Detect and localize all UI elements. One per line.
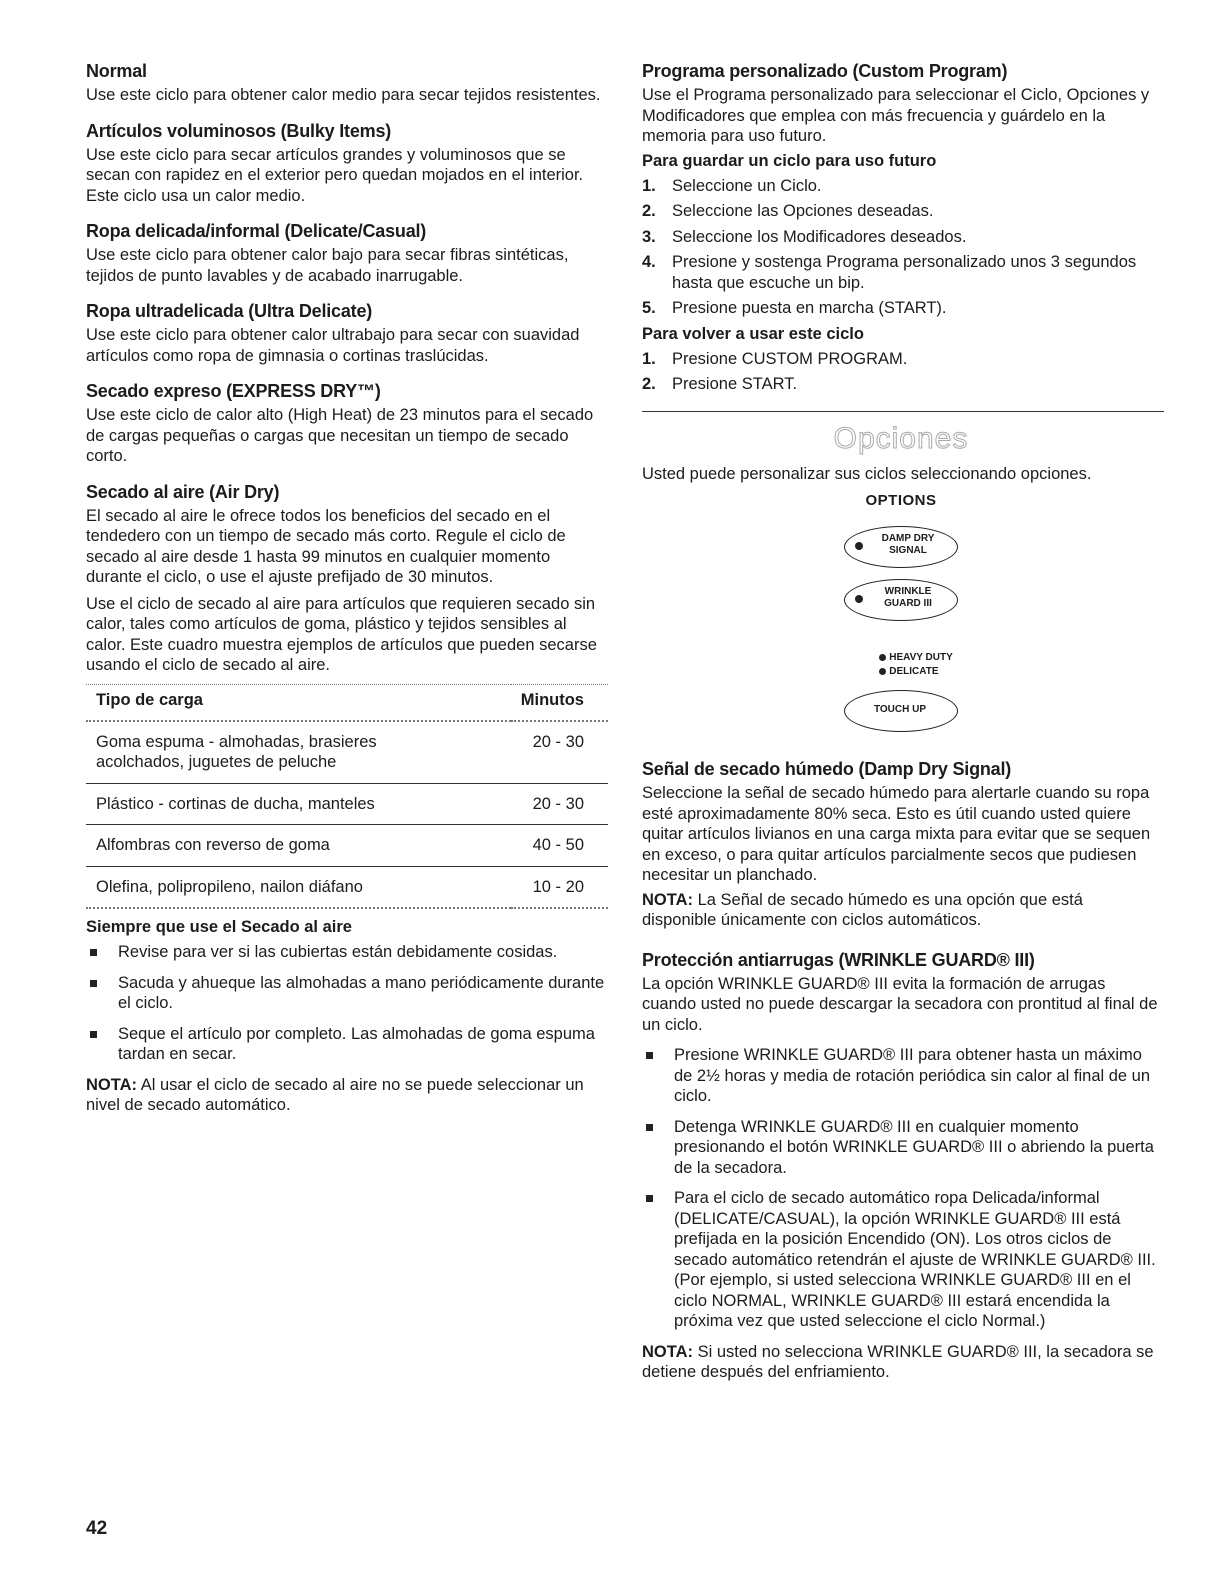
step-number: 3. (642, 227, 656, 246)
indicator-light-icon (855, 542, 863, 550)
damp-note (642, 890, 1160, 931)
lamp-label: HEAVY DUTY (889, 652, 953, 663)
always-air-dry-title: Siempre que use el Secado al aire (86, 918, 352, 936)
step-number: 5. (642, 299, 656, 317)
section-body: El secado al aire le ofrece todos los beneficios del secado en el tendedero con un tiempo de secado más corto. Regule el ciclo de secado al aire desde 1 hasta 99 minutos en cualquier momento durante el ciclo, o use el ajuste prefijado de 30 minutos. (86, 506, 566, 586)
damp-dry-signal-button (844, 526, 958, 568)
cell-type: Olefina, polipropileno, nailon diáfano (86, 866, 511, 908)
indicator-light-icon (879, 654, 886, 661)
section-delicate (86, 220, 606, 286)
note-text: Si usted no selecciona WRINKLE GUARD® III, la secadora se detiene después del enfriamiento. (642, 1342, 1154, 1381)
section-title: Normal (86, 61, 147, 81)
button-label: TOUCH UP (873, 704, 927, 715)
page-number: 42 (86, 1518, 108, 1539)
section-title: Señal de secado húmedo (Damp Dry Signal) (642, 759, 1012, 779)
section-custom-program (642, 60, 1160, 395)
section-title: Programa personalizado (Custom Program) (642, 61, 1008, 81)
section-body: Use este ciclo para secar artículos grandes y voluminosos que se secan con rapidez en el exterior pero quedan mojados en el interior. Este ciclo usa un calor medio. (86, 145, 584, 205)
note-label: NOTA: (642, 1342, 694, 1361)
section-body: Use el ciclo de secado al aire para artículos que requieren secado sin calor, tales como artículos de goma, plástico y tejidos sensibles al calor. Este cuadro muestra ejemplos de artículos que pueden secarse usando el ciclo de secado al aire. (86, 594, 597, 674)
note-text: Al usar el ciclo de secado al aire no se puede seleccionar un nivel de secado automático. (86, 1075, 584, 1114)
cell-minutes: 40 - 50 (511, 825, 608, 867)
note-text: La Señal de secado húmedo es una opción que está disponible únicamente con ciclos automáticos. (642, 890, 1083, 929)
indicator-light-icon (855, 595, 863, 603)
step-text: Presione CUSTOM PROGRAM. (672, 349, 908, 368)
cell-minutes: 20 - 30 (511, 783, 608, 825)
note-label: NOTA: (642, 890, 694, 909)
table-row (86, 825, 608, 867)
lamp-heavy-duty (879, 651, 953, 665)
left-column (86, 60, 606, 1126)
list-item: Detenga WRINKLE GUARD® III en cualquier momento presionando el botón WRINKLE GUARD® III o abriendo la puerta de la secadora. (642, 1117, 1160, 1179)
step-number: 1. (642, 349, 656, 368)
step-item (642, 227, 1160, 248)
lamp-delicate (879, 665, 953, 679)
modifier-lamps (879, 651, 953, 679)
button-label: WRINKLE GUARD III (884, 586, 932, 609)
cell-type: Plástico - cortinas de ducha, manteles (86, 783, 511, 825)
section-body: Use este ciclo para obtener calor bajo para secar fibras sintéticas, tejidos de punto lavables y de acabado inarrugable. (86, 246, 569, 285)
step-text: Presione puesta en marcha (START). (672, 299, 947, 317)
options-panel-illustration (642, 492, 1160, 740)
section-body: La opción WRINKLE GUARD® III evita la formación de arrugas cuando usted no puede descargar la secadora con prontitud al final de un ciclo. (642, 974, 1158, 1034)
save-cycle-title: Para guardar un ciclo para uso futuro (642, 151, 937, 170)
section-body: Seleccione la señal de secado húmedo para alertarle cuando su ropa esté aproximadamente 80% seca. Esto es útil cuando usted quiere quitar artículos livianos en una carga mixta para evitar que se sequen en exceso, o para quitar artículos parcialmente secos que pudiesen necesitar un planchado. (642, 784, 1151, 884)
section-body: Use este ciclo para obtener calor medio para secar tejidos resistentes. (86, 86, 601, 104)
step-number: 2. (642, 375, 656, 393)
lamp-label: DELICATE (889, 666, 939, 677)
section-ultra-delicate (86, 300, 606, 366)
section-body: Use el Programa personalizado para seleccionar el Ciclo, Opciones y Modificadores que emplea con más frecuencia y guárdelo en la memoria para uso futuro. (642, 86, 1150, 145)
step-item (642, 252, 1160, 293)
step-text: Presione y sostenga Programa personalizado unos 3 segundos hasta que escuche un bip. (672, 253, 1137, 292)
wrinkle-note (642, 1342, 1160, 1383)
step-number: 1. (642, 176, 656, 195)
col-header-minutes: Minutos (511, 684, 608, 721)
section-title: Ropa delicada/informal (Delicate/Casual) (86, 221, 427, 241)
cell-type: Goma espuma - almohadas, brasieres acolchados, juguetes de peluche (86, 721, 511, 784)
table-row (86, 783, 608, 825)
section-body: Use este ciclo de calor alto (High Heat) de 23 minutos para el secado de cargas pequeñas o cargas que necesitan un tiempo de secado corto. (86, 406, 594, 465)
section-title: Protección antiarrugas (WRINKLE GUARD® III) (642, 949, 1035, 970)
section-title: Secado al aire (Air Dry) (86, 481, 280, 502)
wrinkle-guard-list (642, 1045, 1160, 1332)
cell-minutes: 20 - 30 (511, 721, 608, 784)
button-label: DAMP DRY SIGNAL (881, 533, 935, 556)
wrinkle-guard-button (844, 579, 958, 621)
air-dry-table (86, 684, 608, 910)
section-bulky (86, 120, 606, 207)
section-title: Ropa ultradelicada (Ultra Delicate) (86, 301, 373, 321)
step-item (642, 349, 1160, 370)
section-body: Use este ciclo para obtener calor ultrabajo para secar con suavidad artículos como ropa de gimnasia o cortinas traslúcidas. (86, 326, 580, 365)
table-row (86, 866, 608, 908)
note-label: NOTA: (86, 1075, 138, 1094)
reuse-steps (642, 349, 1160, 395)
section-wrinkle-guard (642, 949, 1160, 1383)
indicator-light-icon (879, 668, 886, 675)
air-dry-note (86, 1075, 606, 1116)
step-item (642, 298, 1160, 319)
list-item: Seque el artículo por completo. Las almohadas de goma espuma tardan en secar. (86, 1024, 606, 1065)
touch-up-button (844, 690, 958, 732)
step-text: Seleccione las Opciones deseadas. (672, 202, 934, 220)
step-number: 4. (642, 253, 656, 271)
options-intro: Usted puede personalizar sus ciclos seleccionando opciones. (642, 464, 1092, 483)
section-title: Secado expreso (EXPRESS DRY™) (86, 381, 381, 401)
step-text: Presione START. (672, 375, 798, 393)
col-header-type: Tipo de carga (86, 684, 511, 721)
list-item: Sacuda y ahueque las almohadas a mano periódicamente durante el ciclo. (86, 973, 606, 1014)
step-text: Seleccione un Ciclo. (672, 176, 822, 195)
section-air-dry (86, 481, 606, 676)
save-steps (642, 176, 1160, 319)
reuse-cycle-title: Para volver a usar este ciclo (642, 324, 864, 343)
section-options (642, 422, 1160, 741)
section-title: Artículos voluminosos (Bulky Items) (86, 120, 392, 141)
list-item: Para el ciclo de secado automático ropa Delicada/informal (DELICATE/CASUAL), la opción WRINKLE GUARD® III está prefijada en la posición Encendido (ON). Los otros ciclos de secado automático retendrán el ajuste de WRINKLE GUARD® III. (Por ejemplo, si usted selecciona WRINKLE GUARD® III en el ciclo NORMAL, WRINKLE GUARD® III estará encendida la próxima vez que usted seleccione el ciclo Normal.) (642, 1188, 1160, 1332)
section-divider (642, 411, 1164, 412)
section-damp-dry-signal (642, 758, 1160, 931)
table-header-row (86, 684, 608, 721)
step-text: Seleccione los Modificadores deseados. (672, 227, 967, 246)
always-air-dry-list (86, 942, 606, 1065)
options-heading: Opciones (833, 421, 969, 455)
step-number: 2. (642, 202, 656, 220)
step-item (642, 201, 1160, 222)
right-column (642, 60, 1160, 1393)
table-row (86, 721, 608, 784)
section-normal (86, 60, 606, 106)
section-express-dry (86, 380, 606, 467)
cell-type: Alfombras con reverso de goma (86, 825, 511, 867)
step-item (642, 374, 1160, 395)
options-panel-title: OPTIONS (865, 492, 937, 509)
cell-minutes: 10 - 20 (511, 866, 608, 908)
list-item: Revise para ver si las cubiertas están debidamente cosidas. (86, 942, 606, 963)
list-item: Presione WRINKLE GUARD® III para obtener hasta un máximo de 2½ horas y media de rotación periódica sin calor al final de un ciclo. (642, 1045, 1160, 1107)
step-item (642, 176, 1160, 197)
